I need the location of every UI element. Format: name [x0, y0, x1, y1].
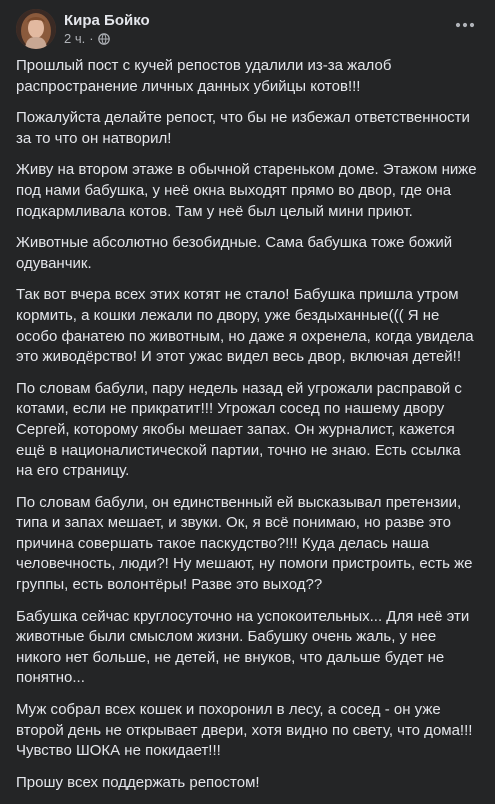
post-body [16, 56, 481, 804]
separator-dot: · [89, 31, 94, 46]
post-paragraph: Живу на втором этаже в обычной стареньком доме. Этажом ниже под нами бабушка, у неё окна выходят прямо во двор, где она подкармливала котов. Там у неё был целый мини приют. [16, 161, 477, 220]
avatar-photo [16, 9, 56, 49]
post-paragraph: Муж собрал всех кошек и похоронил в лесу, а сосед - он уже второй день не открывает двери, хотя видно по свету, что дома!!! Чувство ШОКА не покидает!!! [16, 701, 473, 760]
post-subline [64, 31, 150, 47]
globe-icon[interactable] [98, 33, 110, 45]
author-name[interactable]: Кира Бойко [64, 12, 150, 29]
more-options-button[interactable] [447, 7, 483, 43]
post-paragraph: Пожалуйста делайте репост, что бы не избежал ответственности за то что он натворил! [16, 109, 470, 147]
post-paragraph: По словам бабули, пару недель назад ей угрожали расправой с котами, если не прикратит!!! Угрожал сосед по нашему двору Сергей, которому якобы мешает запах. Он журналист, кажется ещё в националистической партии, точно не знаю. Есть ссылка на его страницу. [16, 379, 462, 480]
post-header [16, 8, 483, 50]
post-timestamp[interactable]: 2 ч. [64, 31, 86, 46]
post-paragraph: Прошу всех поддержать репостом! [16, 773, 260, 791]
post-paragraph: Животные абсолютно безобидные. Сама бабушка тоже божий одуванчик. [16, 234, 453, 272]
post-paragraph: Прошлый пост с кучей репостов удалили из-за жалоб распространение личных данных убийцы котов!!! [16, 57, 392, 95]
post-paragraph: Бабушка сейчас круглосуточно на успокоительных... Для неё эти животные были смыслом жизни. Бабушку очень жаль, у нее никого нет больше, не детей, не внуков, что дальше будет не понятно... [16, 607, 470, 687]
post-paragraph: По словам бабули, он единственный ей высказывал претензии, типа и запах мешает, и звуки. Ок, я всё понимаю, но разве это причина совершать такое паскудство?!!! Куда делась наша человечность, люди?! Ну мешают, ну помоги пристроить, есть же группы, есть волонтёры! Разве это выход?? [16, 493, 473, 594]
more-horizontal-icon [455, 22, 475, 28]
avatar[interactable] [16, 9, 56, 49]
post-paragraph: Так вот вчера всех этих котят не стало! Бабушка пришла утром кормить, а кошки лежали по двору, уже бездыханные((( Я не особо фанатею по животным, но даже я охренела, когда увидела это живодёрство! И этот ужас видел весь двор, включая детей!! [16, 286, 474, 366]
post-meta [64, 11, 150, 47]
